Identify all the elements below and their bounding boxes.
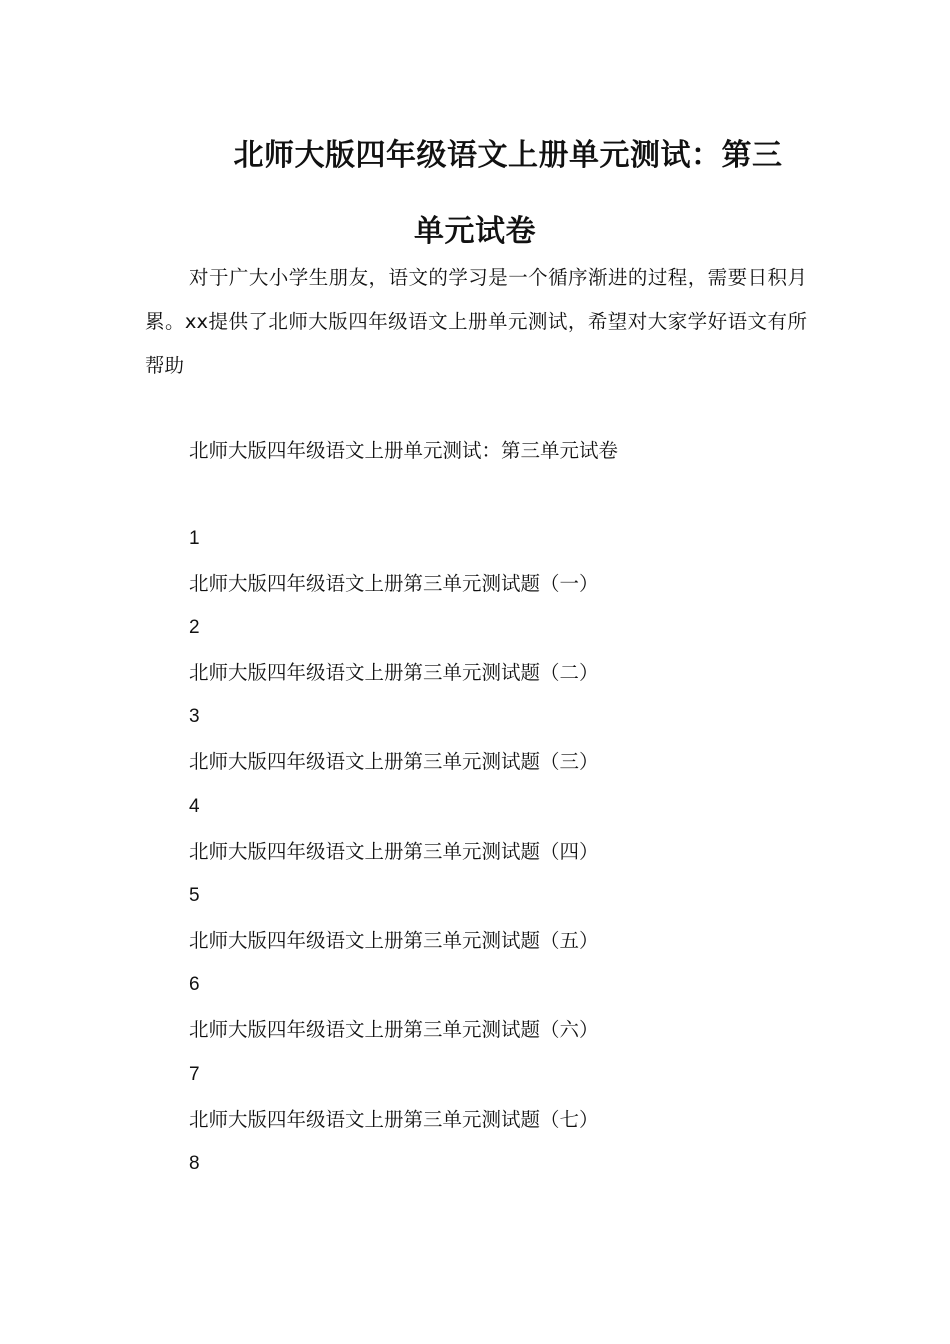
item-number: 8 — [189, 1153, 200, 1174]
item-number: 4 — [189, 796, 200, 817]
item-title: 北师大版四年级语文上册第三单元测试题（一） — [189, 572, 599, 595]
item-title: 北师大版四年级语文上册第三单元测试题（二） — [189, 661, 599, 684]
intro-paragraph: 对于广大小学生朋友，语文的学习是一个循序渐进的过程，需要日积月累。xx提供了北师大版四年级语文上册单元测试，希望对大家学好语文有所帮助 — [145, 266, 807, 377]
item-number: 6 — [189, 974, 200, 995]
item-number: 5 — [189, 885, 200, 906]
item-title: 北师大版四年级语文上册第三单元测试题（四） — [189, 840, 599, 863]
item-title: 北师大版四年级语文上册第三单元测试题（三） — [189, 750, 599, 773]
title-line-1: 北师大版四年级语文上册单元测试：第三 — [233, 138, 783, 173]
item-title: 北师大版四年级语文上册第三单元测试题（六） — [189, 1018, 599, 1041]
title-line-2: 单元试卷 — [414, 214, 536, 249]
item-number: 2 — [189, 617, 200, 638]
item-number: 7 — [189, 1064, 200, 1085]
item-title: 北师大版四年级语文上册第三单元测试题（五） — [189, 929, 599, 952]
item-number: 1 — [189, 528, 200, 549]
item-title: 北师大版四年级语文上册第三单元测试题（七） — [189, 1108, 599, 1131]
subtitle-line: 北师大版四年级语文上册单元测试：第三单元试卷 — [189, 439, 619, 462]
item-number: 3 — [189, 706, 200, 727]
document-title — [145, 118, 805, 270]
